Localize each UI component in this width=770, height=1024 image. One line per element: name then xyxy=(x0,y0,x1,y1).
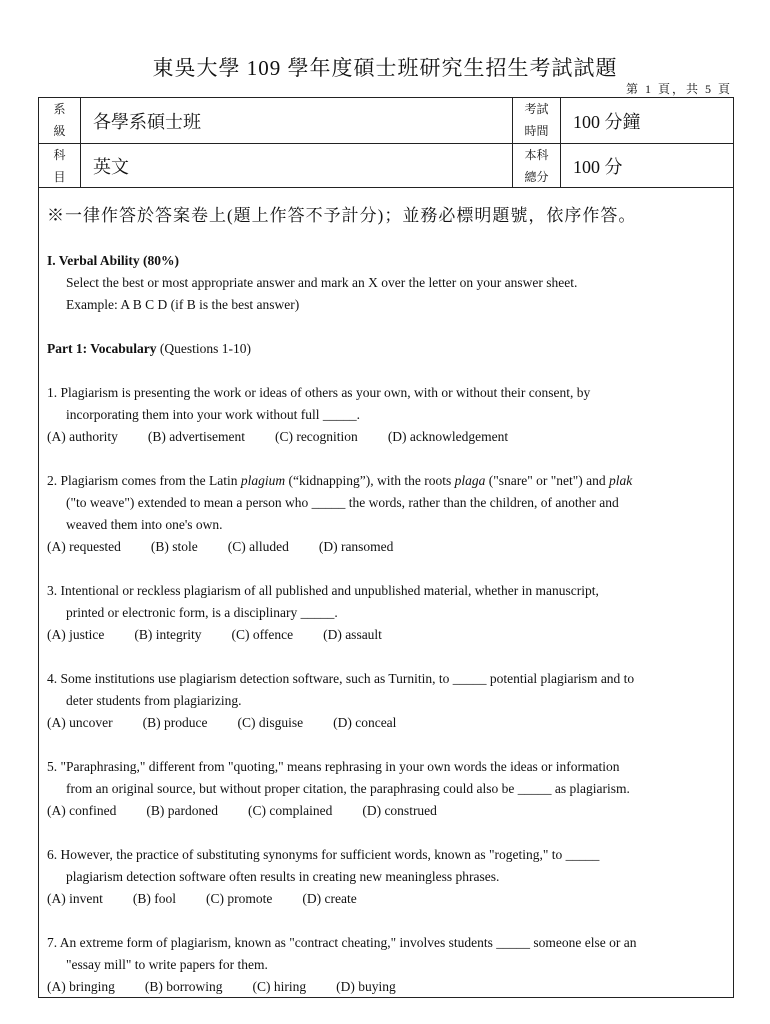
option-a: (A) requested xyxy=(47,539,121,554)
page-number: 第 1 頁，共 5 頁 xyxy=(625,82,732,96)
answer-options xyxy=(47,536,731,558)
option-b: (B) advertisement xyxy=(147,429,245,444)
score-value-cell xyxy=(561,144,733,187)
part-range: (Questions 1-10) xyxy=(156,341,251,356)
section-instruction: Select the best or most appropriate answer and mark an X over the letter on your answer sheet. xyxy=(66,275,578,290)
dept-label: 系 級 xyxy=(39,98,81,143)
subject-label: 科 目 xyxy=(39,144,81,187)
option-d: (D) assault xyxy=(323,627,382,642)
question-line: 6. However, the practice of substituting synonyms for sufficient words, known as "rogeting," to _____ xyxy=(47,847,600,862)
option-c: (C) hiring xyxy=(252,979,307,994)
subject-value-cell xyxy=(81,144,513,187)
answer-options xyxy=(47,976,731,998)
option-a: (A) bringing xyxy=(47,979,115,994)
question-line: weaved them into one's own. xyxy=(66,517,223,532)
subject-value: 英文 xyxy=(93,156,129,177)
option-b: (B) stole xyxy=(150,539,198,554)
answer-options xyxy=(47,426,731,448)
option-c: (C) promote xyxy=(205,891,273,906)
option-d: (D) acknowledgement xyxy=(387,429,509,444)
question-7 xyxy=(47,932,731,998)
score-label: 本科 總分 xyxy=(513,144,561,187)
score-value: 100 分 xyxy=(573,156,623,177)
question-3 xyxy=(47,580,731,646)
option-c: (C) complained xyxy=(247,803,333,818)
question-line: 5. "Paraphrasing," different from "quoting," means rephrasing in your own words the ideas or information xyxy=(47,759,620,774)
option-d: (D) create xyxy=(302,891,357,906)
answer-options xyxy=(47,888,731,910)
time-label: 考試 時間 xyxy=(513,98,561,143)
question-line: 3. Intentional or reckless plagiarism of all published and unpublished material, whether in manuscript, xyxy=(47,583,599,598)
question-line: 2. Plagiarism comes from the Latin plagium (“kidnapping”), with the roots plaga ("snare" or "net") and plak xyxy=(47,473,633,488)
question-line: printed or electronic form, is a disciplinary _____. xyxy=(66,605,338,620)
option-c: (C) offence xyxy=(231,627,294,642)
header-row-subject xyxy=(39,144,733,188)
part-title: Part 1: Vocabulary xyxy=(47,341,157,356)
question-line: 4. Some institutions use plagiarism detection software, such as Turnitin, to _____ potential plagiarism and to xyxy=(47,671,635,686)
option-a: (A) uncover xyxy=(47,715,113,730)
part-heading xyxy=(47,338,731,360)
header-row-dept xyxy=(39,98,733,144)
question-line: plagiarism detection software often results in creating new meaningless phrases. xyxy=(66,869,500,884)
option-b: (B) produce xyxy=(142,715,208,730)
question-line: "essay mill" to write papers for them. xyxy=(66,957,268,972)
option-a: (A) authority xyxy=(47,429,118,444)
answer-options xyxy=(47,800,731,822)
question-1 xyxy=(47,382,731,448)
question-4 xyxy=(47,668,731,734)
answer-options xyxy=(47,624,731,646)
question-line: ("to weave") extended to mean a person who _____ the words, rather than the children, of another and xyxy=(66,495,619,510)
question-line: incorporating them into your work without full _____. xyxy=(66,407,360,422)
section-example: Example: A B C D (if B is the best answer) xyxy=(66,297,300,312)
option-b: (B) integrity xyxy=(134,627,202,642)
option-b: (B) pardoned xyxy=(146,803,218,818)
dept-value: 各學系碩士班 xyxy=(93,111,201,132)
answer-options xyxy=(47,712,731,734)
time-value: 100 分鐘 xyxy=(573,111,641,132)
exam-title: 東吳大學 109 學年度碩士班研究生招生考試試題 xyxy=(152,56,618,80)
exam-frame xyxy=(38,97,734,998)
question-line: 7. An extreme form of plagiarism, known as "contract cheating," involves students _____ someone else or an xyxy=(47,935,637,950)
option-c: (C) recognition xyxy=(274,429,358,444)
option-a: (A) confined xyxy=(47,803,117,818)
time-value-cell xyxy=(561,98,733,143)
question-6 xyxy=(47,844,731,910)
dept-value-cell xyxy=(81,98,513,143)
option-a: (A) justice xyxy=(47,627,105,642)
question-line: deter students from plagiarizing. xyxy=(66,693,242,708)
option-b: (B) fool xyxy=(132,891,176,906)
option-d: (D) construed xyxy=(362,803,437,818)
option-b: (B) borrowing xyxy=(144,979,223,994)
option-d: (D) conceal xyxy=(333,715,397,730)
question-2 xyxy=(47,470,731,558)
option-d: (D) ransomed xyxy=(318,539,394,554)
question-line: 1. Plagiarism is presenting the work or ideas of others as your own, with or without their consent, by xyxy=(47,385,591,400)
exam-content xyxy=(47,250,731,998)
answer-notice: ※一律作答於答案卷上(題上作答不予計分)；並務必標明題號，依序作答。 xyxy=(47,206,637,225)
option-a: (A) invent xyxy=(47,891,103,906)
option-d: (D) buying xyxy=(336,979,396,994)
option-c: (C) disguise xyxy=(237,715,304,730)
section-title: I. Verbal Ability (80%) xyxy=(47,253,180,268)
question-line: from an original source, but without proper citation, the paraphrasing could also be _____ as plagiarism. xyxy=(66,781,630,796)
question-5 xyxy=(47,756,731,822)
option-c: (C) alluded xyxy=(227,539,289,554)
